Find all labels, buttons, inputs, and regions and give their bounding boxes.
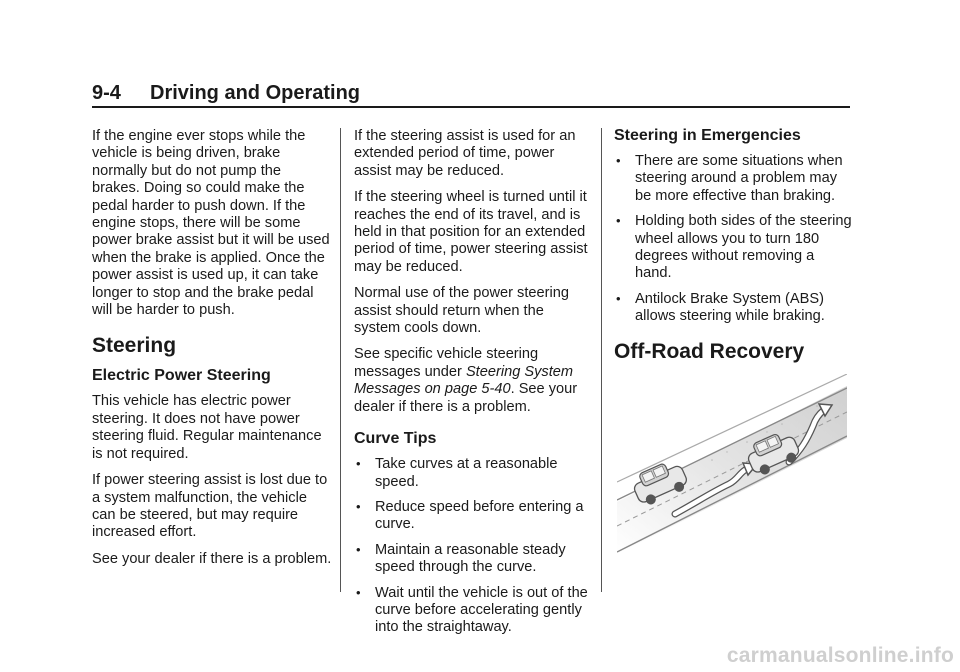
- curve-tips-list: [354, 456, 594, 637]
- column-divider: [601, 128, 602, 592]
- list-item: [354, 585, 594, 637]
- list-item: [354, 542, 594, 577]
- eps-paragraph: This vehicle has electric power steering. It does not have power steering fluid. Regular maintenance is not required.: [92, 393, 322, 462]
- extended-use-paragraph: If the steering assist is used for an extended period of time, power assist may be reduced.: [354, 128, 576, 179]
- list-item-text: There are some situations when steering around a problem may be more effective than braking.: [635, 153, 843, 204]
- messages-paragraph: [354, 346, 594, 416]
- bullet-icon: •: [356, 584, 361, 600]
- section-title: Driving and Operating: [150, 82, 361, 104]
- list-item: [354, 499, 594, 534]
- list-item-text: Holding both sides of the steering wheel allows you to turn 180 degrees without removing a hand.: [635, 213, 852, 282]
- list-item: [614, 291, 854, 326]
- off-road-heading: Off-Road Recovery: [614, 339, 805, 363]
- bullet-icon: •: [356, 498, 361, 514]
- watermark: carmanualsonline.info: [726, 644, 954, 667]
- cools-down-paragraph: Normal use of the power steering assist should return when the system cools down.: [354, 285, 569, 337]
- engine-stop-paragraph: If the engine ever stops while the vehicle is being driven, brake normally but do not pump the brakes. Doing so could make the pedal harder to push down. If the engine stops, there will be some power brake assist but it will be used when the brake is applied. Once the power assist is used up, it can take longer to stop and the brake pedal will be harder to push.: [92, 128, 330, 319]
- list-item: [614, 213, 854, 283]
- off-road-recovery-illustration: [617, 374, 847, 554]
- assist-lost-paragraph: If power steering assist is lost due to a system malfunction, the vehicle can be steered, but may require increased effort.: [92, 472, 328, 541]
- list-item-text: Reduce speed before entering a curve.: [375, 498, 584, 533]
- column-divider: [340, 128, 341, 592]
- column-2: [354, 128, 594, 645]
- emergencies-heading: Steering in Emergencies: [614, 127, 801, 144]
- list-item-text: Antilock Brake System (ABS) allows steering while braking.: [635, 290, 825, 325]
- bullet-icon: •: [356, 541, 361, 557]
- list-item-text: Maintain a reasonable steady speed through the curve.: [375, 541, 566, 576]
- page-number: 9-4: [92, 82, 121, 104]
- messages-text: See specific vehicle steering messages under: [354, 346, 539, 380]
- end-of-travel-paragraph: If the steering wheel is turned until it reaches the end of its travel, and is held in that position for an extended period of time, power steering assist may be reduced.: [354, 189, 588, 275]
- steering-heading: Steering: [92, 334, 177, 358]
- emergencies-list: [614, 153, 854, 326]
- messages-text-end: . See your dealer if there is a problem.: [354, 381, 578, 415]
- column-1: [92, 128, 332, 577]
- bullet-icon: •: [616, 153, 621, 168]
- see-dealer-paragraph: See your dealer if there is a problem.: [92, 550, 332, 567]
- bullet-icon: •: [356, 456, 361, 472]
- bullet-icon: •: [616, 213, 621, 229]
- list-item: [354, 456, 594, 491]
- list-item-text: Take curves at a reasonable speed.: [375, 456, 558, 490]
- eps-heading: Electric Power Steering: [92, 367, 271, 385]
- list-item: [614, 153, 854, 205]
- curve-tips-heading: Curve Tips: [354, 430, 437, 448]
- page-header: [92, 82, 850, 108]
- bullet-icon: •: [616, 290, 621, 306]
- list-item-text: Wait until the vehicle is out of the curve before accelerating gently into the straightaway.: [375, 584, 588, 636]
- steering-messages-link[interactable]: Steering System Messages on page 5-40: [354, 363, 574, 398]
- column-3: [614, 126, 854, 372]
